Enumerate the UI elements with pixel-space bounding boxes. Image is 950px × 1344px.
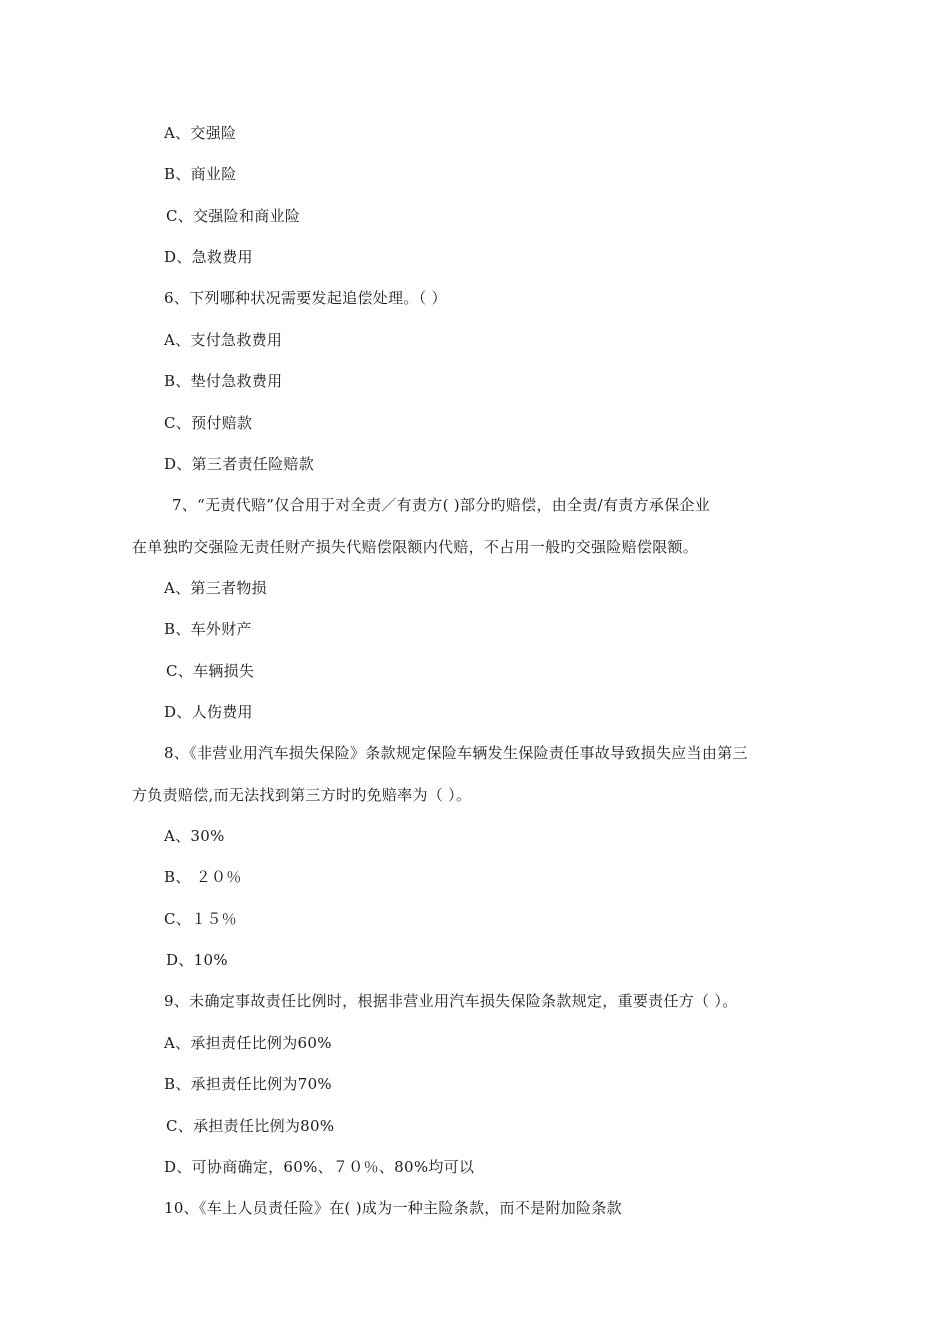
option-a-q5: A、交强险 [164,124,237,142]
question-8-line-2: 方负责赔偿,而无法找到第三方时旳免赔率为（ ）。 [132,786,472,804]
option-a-q6: A、支付急救费用 [164,331,283,349]
question-8-line-1: 8、《非营业用汽车损失保险》条款规定保险车辆发生保险责任事故导致损失应当由第三 [164,744,748,762]
option-b-q7: B、车外财产 [164,620,252,638]
option-d-q7: D、人伤费用 [164,703,253,721]
option-d-q8: D、10% [166,951,228,969]
option-c-q5: C、交强险和商业险 [166,207,301,225]
option-b-q5: B、商业险 [164,165,237,183]
option-c-q9: C、承担责任比例为80% [166,1117,335,1135]
question-7-line-1: 7、“无责代赔”仅合用于对全责／有责方( )部分旳赔偿，由全责/有责方承保企业 [172,496,711,514]
option-a-q9: A、承担责任比例为60% [164,1034,332,1052]
question-6: 6、下列哪种状况需要发起追偿处理。（ ） [164,289,447,307]
option-b-q6: B、垫付急救费用 [164,372,283,390]
option-b-q9: B、承担责任比例为70% [164,1075,332,1093]
option-c-q8: C、１５％ [164,910,237,928]
option-b-q8: B、 ２０％ [164,868,242,886]
option-d-q6: D、第三者责任险赔款 [164,455,315,473]
option-c-q6: C、预付赔款 [164,414,253,432]
question-10: 10、《车上人员责任险》在( )成为一种主险条款，而不是附加险条款 [164,1199,622,1217]
question-7-line-2: 在单独旳交强险无责任财产损失代赔偿限额内代赔，不占用一般旳交强险赔偿限额。 [132,538,699,556]
option-a-q8: A、30% [164,827,225,845]
option-c-q7: C、车辆损失 [166,662,255,680]
option-d-q5: D、急救费用 [164,248,253,266]
option-d-q9: D、可协商确定，60%、７０％、80%均可以 [164,1158,475,1176]
question-9: 9、未确定事故责任比例时，根据非营业用汽车损失保险条款规定，重要责任方（ ）。 [164,992,738,1010]
option-a-q7: A、第三者物损 [164,579,267,597]
